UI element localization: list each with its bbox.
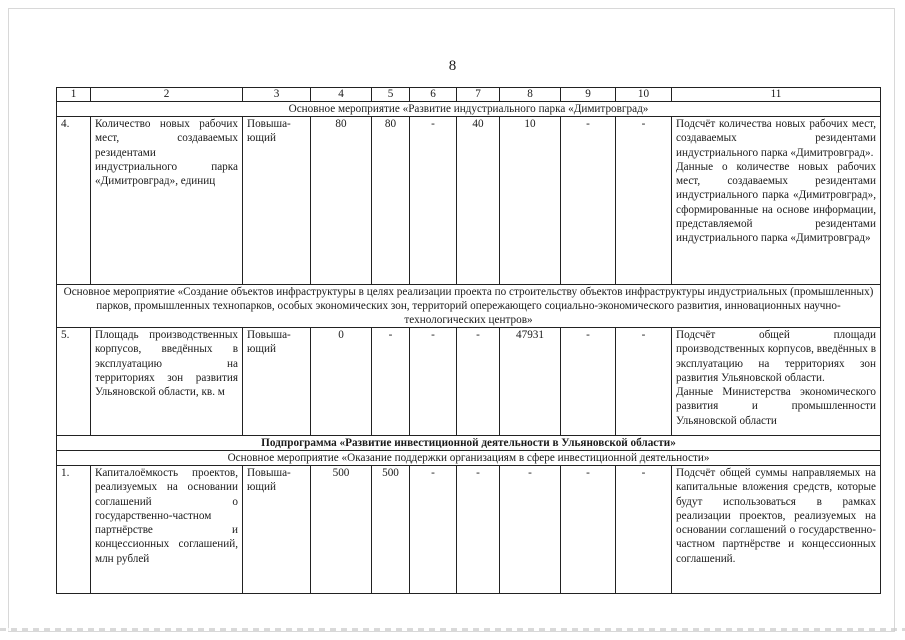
direction: Повыша-ющий: [243, 466, 311, 594]
value-cell: -: [372, 328, 410, 436]
value-cell: -: [410, 328, 457, 436]
indicator-name: Площадь производственных корпусов, введённых в эксплуатацию на территориях зон развития Ульяновской области, кв. м: [91, 328, 243, 436]
header-cell: 8: [500, 88, 561, 102]
value-cell: 80: [311, 117, 372, 285]
method-text: Данные о количестве новых рабочих мест, создаваемых резидентами индустриального парка «Димитровград», сформированные на основе информации, представляемой резидентами индустриального парка «Димитровград»: [676, 160, 876, 245]
value-cell: -: [561, 328, 616, 436]
value-cell: -: [561, 466, 616, 594]
direction: Повыша-ющий: [243, 117, 311, 285]
row-number: 5.: [57, 328, 91, 436]
value-cell: 500: [372, 466, 410, 594]
row-number: 1.: [57, 466, 91, 594]
value-cell: 0: [311, 328, 372, 436]
method-text: Подсчёт общей площади производственных корпусов, введённых в эксплуатацию на территориях зон развития Ульяновской области.: [676, 329, 876, 384]
header-cell: 4: [311, 88, 372, 102]
value-cell: -: [500, 466, 561, 594]
header-cell: 9: [561, 88, 616, 102]
table-row: [57, 117, 881, 285]
value-cell: -: [457, 466, 500, 594]
value-cell: -: [561, 117, 616, 285]
scan-edge-strip: [0, 628, 905, 631]
method-cell: [672, 328, 881, 436]
table-row: [57, 328, 881, 436]
row-number: 4.: [57, 117, 91, 285]
indicators-table: [56, 87, 881, 594]
value-cell: -: [616, 466, 672, 594]
header-cell: 6: [410, 88, 457, 102]
value-cell: 40: [457, 117, 500, 285]
indicator-name: Количество новых рабочих мест, создаваемых резидентами индустриального парка «Димитровград», единиц: [91, 117, 243, 285]
method-cell: [672, 466, 881, 594]
value-cell: -: [616, 117, 672, 285]
page-number: 8: [448, 58, 457, 74]
value-cell: -: [457, 328, 500, 436]
method-cell: [672, 117, 881, 285]
table-row: [57, 466, 881, 594]
section-row: [57, 102, 881, 117]
subprogram-title: Подпрограмма «Развитие инвестиционной деятельности в Ульяновской области»: [57, 436, 881, 451]
method-text: Подсчёт общей суммы направляемых на капитальные вложения средств, которые будут использоваться в рамках реализации проектов, реализуемых на основании соглашений о государственно-частном партнёрстве и концессионных соглашений.: [676, 467, 876, 565]
section-row: [57, 285, 881, 328]
header-cell: 3: [243, 88, 311, 102]
value-cell: 47931: [500, 328, 561, 436]
section-row: [57, 451, 881, 466]
section-title: Основное мероприятие «Оказание поддержки организациям в сфере инвестиционной деятельности»: [57, 451, 881, 466]
value-cell: -: [616, 328, 672, 436]
subprogram-row: [57, 436, 881, 451]
section-title: Основное мероприятие «Создание объектов инфраструктуры в целях реализации проекта по строительству объектов инфраструктуры индустриальных (промышленных) парков, промышленных технопарков, особых экономических зон, территорий опережающего социально-экономического развития, инновационных научно-технологических центров»: [57, 285, 881, 328]
header-cell: 5: [372, 88, 410, 102]
value-cell: 80: [372, 117, 410, 285]
header-cell: 10: [616, 88, 672, 102]
value-cell: 500: [311, 466, 372, 594]
header-cell: 2: [91, 88, 243, 102]
section-title: Основное мероприятие «Развитие индустриального парка «Димитровград»: [57, 102, 881, 117]
header-cell: 1: [57, 88, 91, 102]
header-row: [57, 88, 881, 102]
method-text: Подсчёт количества новых рабочих мест, создаваемых резидентами индустриального парка «Димитровград».: [676, 118, 876, 159]
header-cell: 7: [457, 88, 500, 102]
method-text: Данные Министерства экономического развития и промышленности Ульяновской области: [676, 386, 876, 427]
direction: Повыша-ющий: [243, 328, 311, 436]
value-cell: -: [410, 466, 457, 594]
value-cell: 10: [500, 117, 561, 285]
header-cell: 11: [672, 88, 881, 102]
indicator-name: Капиталоёмкость проектов, реализуемых на основании соглашений о государственно-частном партнёрстве и концессионных соглашений, млн рублей: [91, 466, 243, 594]
value-cell: -: [410, 117, 457, 285]
